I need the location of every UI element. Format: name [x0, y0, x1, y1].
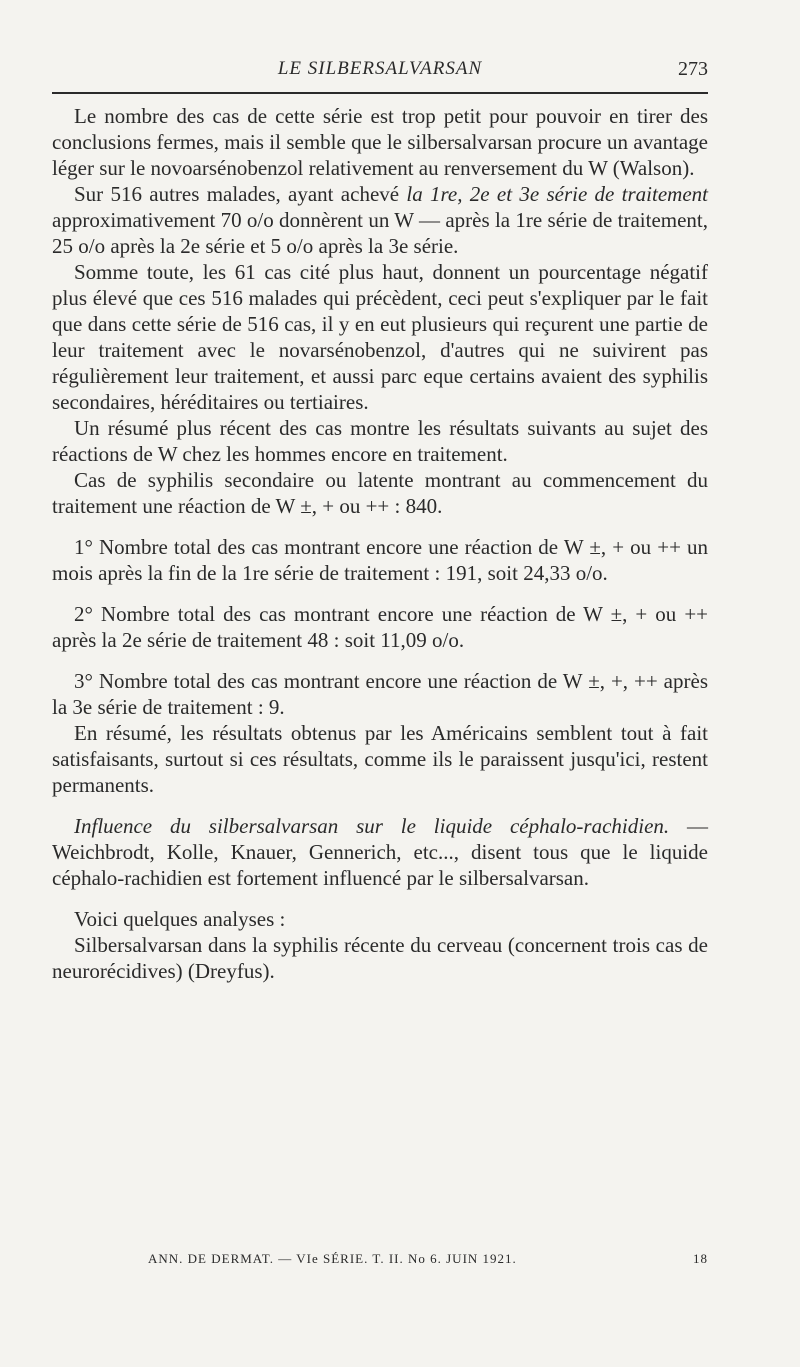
page-number: 273 — [678, 58, 708, 80]
paragraph-2-text-b: approximativement 70 o/o donnèrent un W — après la 1re série de traitement, 25 o/o après la 2e série et 5 o/o après la 3e série. — [52, 208, 708, 258]
paragraph-5: Cas de syphilis secondaire ou latente montrant au commencement du traitement une réaction de W ±, + ou ++ : 840. — [52, 468, 708, 518]
page-body — [52, 103, 708, 984]
page-footer — [148, 1251, 708, 1267]
running-title: LE SILBERSALVARSAN — [277, 58, 483, 79]
paragraph-2-italic: la 1re, 2e et 3e série de traitement — [406, 182, 708, 206]
signature-number: 18 — [693, 1251, 708, 1266]
paragraph-4: Un résumé plus récent des cas montre les résultats suivants au sujet des réactions de W chez les hommes encore en traitement. — [52, 416, 708, 466]
paragraph-analyses-intro: Voici quelques analyses : — [74, 907, 286, 931]
section-influence — [52, 813, 708, 891]
header-rule — [52, 92, 708, 94]
page-header — [52, 58, 708, 86]
paragraph-analyses: Silbersalvarsan dans la syphilis récente du cerveau (concernent trois cas de neurorécidives) (Dreyfus). — [52, 933, 708, 983]
paragraph-2 — [52, 181, 708, 259]
paragraph-summary: En résumé, les résultats obtenus par les Américains semblent tout à fait satisfaisants, surtout si ces résultats, comme ils le paraissent jusqu'ici, restent permanents. — [52, 721, 708, 797]
result-item-3: 3° Nombre total des cas montrant encore une réaction de W ±, +, ++ après la 3e série de traitement : 9. — [52, 669, 708, 719]
result-item-1: 1° Nombre total des cas montrant encore une réaction de W ±, + ou ++ un mois après la fin de la 1re série de traitement : 191, soit 24,33 o/o. — [52, 535, 708, 585]
section-text: — Weichbrodt, Kolle, Knauer, Gennerich, etc..., disent tous que le liquide céphalo-rachidien est fortement influencé par le silbersalvarsan. — [52, 814, 708, 890]
result-item-2: 2° Nombre total des cas montrant encore une réaction de W ±, + ou ++ après la 2e série de traitement 48 : soit 11,09 o/o. — [52, 602, 708, 652]
paragraph-1: Le nombre des cas de cette série est trop petit pour pouvoir en tirer des conclusions fermes, mais il semble que le silbersalvarsan procure un avantage léger sur le novoarsénobenzol relativement au renversement du W (Walson). — [52, 104, 708, 180]
section-heading: Influence du silbersalvarsan sur le liquide céphalo-rachidien. — [74, 814, 670, 838]
paragraph-3: Somme toute, les 61 cas cité plus haut, donnent un pourcentage négatif plus élevé que ces 516 malades qui précèdent, ceci peut s'expliquer par le fait que dans cette série de 516 cas, il y en eut plusieurs qui reçurent une partie de leur traitement avec le novarsénobenzol, d'autres qui ne suivirent pas régulièrement leur traitement, et aussi parc eque certains avaient des syphilis secondaires, héréditaires ou tertiaires. — [52, 260, 708, 414]
journal-reference: ANN. DE DERMAT. — VIe SÉRIE. T. II. No 6. JUIN 1921. — [148, 1251, 517, 1266]
paragraph-2-text-a: Sur 516 autres malades, ayant achevé — [74, 182, 407, 206]
